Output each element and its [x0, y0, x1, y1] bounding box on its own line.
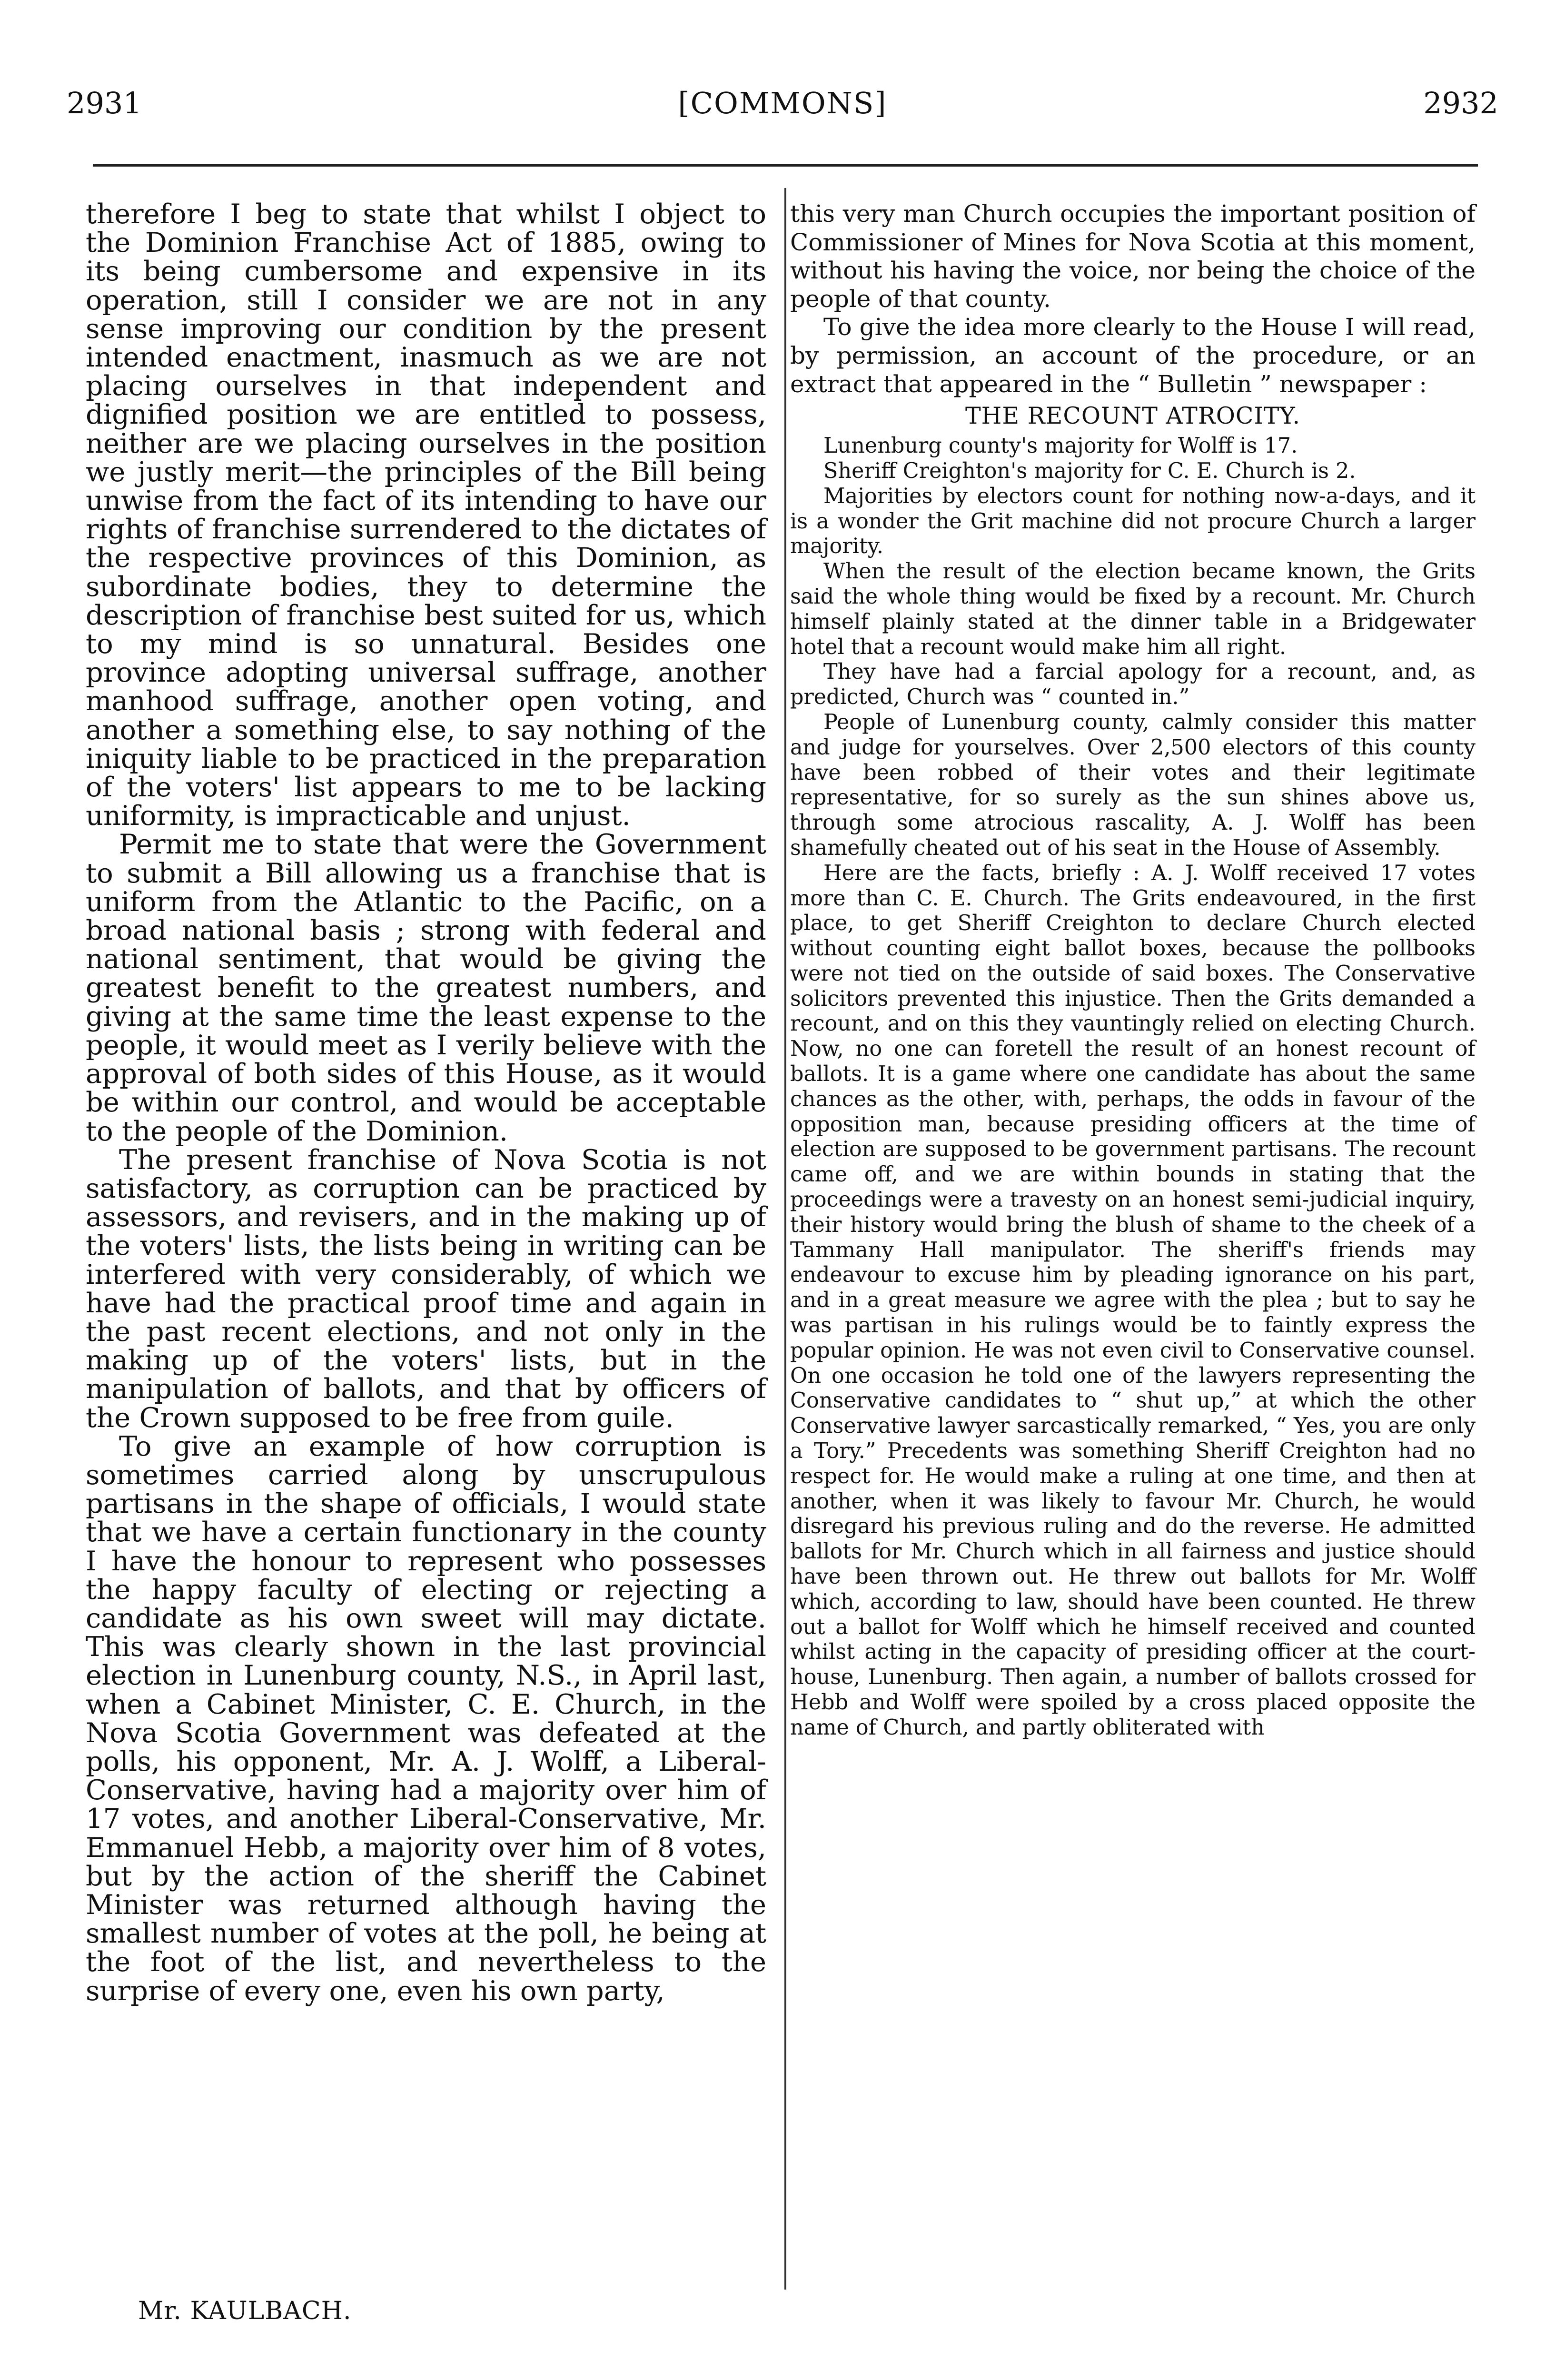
paragraph: To give an example of how corruption is sometimes carried along by unscrupulous partisans in the shape of officials, I would state that we have a certain functionary in the county I have the honour to represent who possesses the happy faculty of electing or rejecting a candidate as his own sweet will may dictate. This was clearly shown in the last provincial election in Lunenburg county, N.S., in April last, when a Cabinet Minister, C. E. Church, in the Nova Scotia Government was defeated at the polls, his opponent, Mr. A. J. Wolff, a Liberal-Conservative, having had a majority over him of 17 votes, and another Liberal-Conservative, Mr. Emmanuel Hebb, a majority over him of 8 votes, but by the action of the sheriff the Cabinet Minister was returned although having the smallest number of votes at the poll, he being at the foot of the list, and nevertheless to the surprise of every one, even his own party, [86, 1430, 766, 2007]
extract-paragraph: Here are the facts, briefly : A. J. Wolff received 17 votes more than C. E. Church. The Grits endeavoured, in the first place, to get Sheriff Creighton to declare Church elected without counting eight ballot boxes, because the pollbooks were not tied on the outside of said boxes. The Conservative solicitors prevented this injustice. Then the Grits demanded a recount, and on this they vauntingly relied on electing Church. Now, no one can foretell the result of an honest recount of ballots. It is a game where one candidate has about the same chances as the other, with, perhaps, the odds in favour of the opposition man, because presiding officers at the time of election are supposed to be government partisans. The recount came off, and we are within bounds in stating that the proceedings were a travesty on an honest semi-judicial inquiry, their history would bring the blush of shame to the cheek of a Tammany Hall manipulator. The sheriff's friends may endeavour to excuse him by pleading ignorance on his part, and in a great measure we agree with the plea ; but to say he was partisan in his rulings would be to faintly express the popular opinion. He was not even civil to Conservative counsel. On one occasion he told one of the lawyers representing the Conservative candidates to “ shut up,” at which the other Conservative lawyer sarcastically remarked, “ Yes, you are only a Tory.” Precedents was something Sheriff Creighton had no respect for. He would make a ruling at one time, and then at another, when it was likely to favour Mr. Church, he would disregard his previous ruling and do the reverse. He admitted ballots for Mr. Church which in all fairness and justice should have been thrown out. He threw out ballots for Mr. Wolff which, according to law, should have been counted. He threw out a ballot for Wolff which he himself received and counted whilst acting in the capacity of presiding officer at the court-house, Lunenburg. Then again, a number of ballots crossed for Hebb and Wolff were spoiled by a cross placed opposite the name of Church, and partly obliterated with [790, 861, 1476, 1740]
extract-paragraph: When the result of the election became known, the Grits said the whole thing would be fixed by a recount. Mr. Church himself plainly stated at the dinner table in a Bridgewater hotel that a recount would make him all right. [790, 559, 1476, 659]
page-number-left: 2931 [67, 86, 142, 120]
paragraph: therefore I beg to state that whilst I object to the Dominion Franchise Act of 1885, owing to its being cumbersome and expensive in its operation, still I consider we are not in any sense improving our condition by the present intended enactment, inasmuch as we are not placing ourselves in that independent and dignified position we are entitled to possess, neither are we placing ourselves in the position we justly merit—the principles of the Bill being unwise from the fact of its intending to have our rights of franchise surrendered to the dictates of the respective provinces of this Dominion, as subordinate bodies, they to determine the description of franchise best suited for us, which to my mind is so unnatural. Besides one province adopting universal suffrage, another manhood suffrage, another open voting, and another a something else, to say nothing of the iniquity liable to be practiced in the preparation of the voters' list appears to me to be lacking uniformity, is impracticable and unjust. [86, 198, 766, 832]
newspaper-extract [790, 398, 1476, 1740]
page-heading: [COMMONS] [678, 86, 887, 120]
extract-paragraph: Lunenburg county's majority for Wolff is 17. [823, 434, 1298, 458]
extract-paragraph: Sheriff Creighton's majority for C. E. Church is 2. [823, 458, 1356, 483]
speaker-footer: Mr. KAULBACH. [138, 2297, 352, 2325]
extract-paragraph: Majorities by electors count for nothing now-a-days, and it is a wonder the Grit machine did not procure Church a larger majority. [790, 484, 1476, 559]
paragraph: this very man Church occupies the important position of Commissioner of Mines for Nova Scotia at this moment, without his having the voice, nor being the choice of the people of that county. [790, 200, 1476, 313]
page-header [0, 86, 1565, 129]
right-column [790, 200, 1476, 1741]
extract-paragraph: People of Lunenburg county, calmly consider this matter and judge for yourselves. Over 2,500 electors of this county have been robbed of their votes and their legitimate representative, for so surely as the sun shines above us, through some atrocious rascality, A. J. Wolff has been shamefully cheated out of his seat in the House of Assembly. [790, 710, 1476, 860]
column-divider [784, 188, 786, 2290]
paragraph: Permit me to state that were the Government to submit a Bill allowing us a franchise that is uniform from the Atlantic to the Pacific, on a broad national basis ; strong with federal and national sentiment, that would be giving the greatest benefit to the greatest numbers, and giving at the same time the least expense to the people, it would meet as I verily believe with the approval of both sides of this House, as it would be within our control, and would be acceptable to the people of the Dominion. [86, 828, 766, 1147]
paragraph: To give the idea more clearly to the House I will read, by permission, an account of the procedure, or an extract that appeared in the “ Bulletin ” newspaper : [790, 313, 1476, 398]
extract-paragraph: They have had a farcial apology for a recount, and, as predicted, Church was “ counted in.” [790, 660, 1476, 710]
page-number-right: 2932 [1423, 86, 1498, 120]
extract-title: THE RECOUNT ATROCITY. [965, 402, 1301, 430]
header-divider [93, 164, 1478, 167]
left-column [86, 200, 766, 2005]
paragraph: The present franchise of Nova Scotia is not satisfactory, as corruption can be practiced by assessors, and revisers, and in the making up of the voters' lists, the lists being in writing can be interfered with very considerably, of which we have had the practical proof time and again in the past recent elections, and not only in the making up of the voters' lists, but in the manipulation of ballots, and that by officers of the Crown supposed to be free from guile. [86, 1143, 766, 1434]
